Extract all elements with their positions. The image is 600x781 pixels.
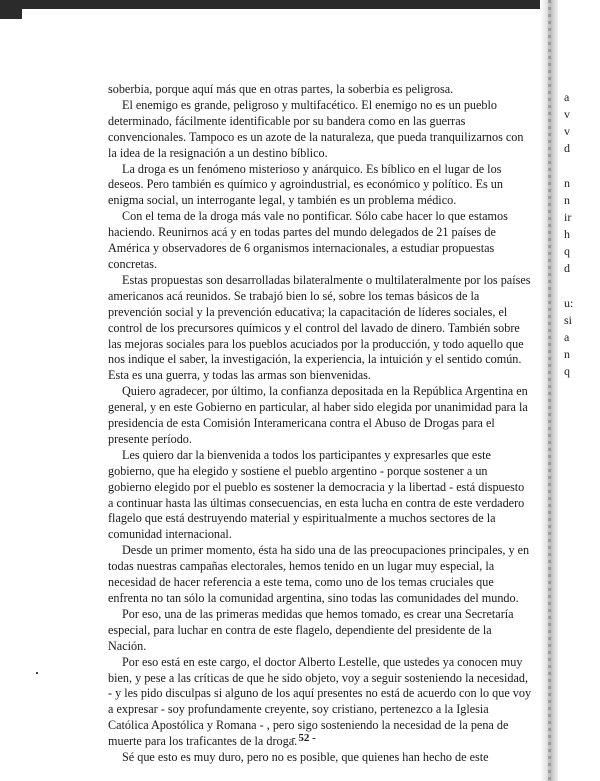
paragraph: La droga es un fenómeno misterioso y anárquico. Es bíblico en el lugar de los deseos. Pero también es químico y agroindustrial, es económico y político. Es un enigma social, un interrogante legal, y también es un problema médico. [108,161,503,208]
facing-page-letter: n [564,347,570,361]
paragraph: Sé que esto es muy duro, pero no es posible, que quienes han hecho de este [122,750,489,765]
facing-page-edge [558,0,600,781]
facing-page-letter: u: [564,296,574,310]
facing-page-letter: v [564,124,570,138]
facing-page-letter: q [564,244,570,258]
scan-border [0,0,548,9]
book-gutter [540,0,558,781]
facing-page-letter: q [564,364,570,378]
page-number: - 52 - [292,732,316,744]
facing-page-letter: a [564,90,570,104]
paragraph: Por eso está en este cargo, el doctor Alberto Lestelle, que ustedes ya conocen muy bien, y pese a las críticas de que he sido objeto, voy a seguir sosteniendo la necesidad, - y les pido disculpas si alguno de los aquí presentes no está de acuerdo con lo que voy a expresar - soy profundamente creyente, soy cristiano, pertenezco a la Iglesia Católica Apostólica y Romana - , pero sigo sosteniendo la necesidad de la pena de muerte para los traficantes de la droga. [108,654,532,749]
facing-page-letter: n [564,176,570,190]
facing-page-letter: h [564,227,570,241]
paragraph: soberbia, porque aquí más que en otras partes, la soberbia es peligrosa. [108,82,454,96]
paragraph: Por eso, una de las primeras medidas que hemos tomado, es crear una Secretaría especial, para luchar en contra de este flagelo, dependiente del presidente de la Nación. [108,606,514,653]
scan-speck [36,672,38,674]
facing-page-letter: d [564,141,570,155]
facing-page-letter: si [564,313,573,327]
facing-page-letter: a [564,330,570,344]
paragraph: Les quiero dar la bienvenida a todos los participantes y expresarles que este gobierno, que ha elegido y sostiene el pueblo argentino - porque sostener a un gobierno elegido por el pueblo es sostener la democracia y la libertad - está dispuesto a continuar hasta las últimas consecuencias, en esta lucha en contra de este verdadero flagelo que está destruyendo material y espiritualmente a muchos sectores de la comunidad internacional. [108,447,525,542]
facing-page-letter: v [564,107,570,121]
paragraph: Con el tema de la droga más vale no pontificar. Sólo cabe hacer lo que estamos haciendo. Reunirnos acá y en todas partes del mundo delegados de 21 países de América y observadores de 6 organismos internacionales, a estudiar propuestas concretas. [108,209,508,271]
document-body [108,82,532,766]
facing-page-letter: d [564,261,570,275]
paragraph: Desde un primer momento, ésta ha sido una de las preocupaciones principales, y en todas nuestras campañas electorales, hemos tenido en un lugar muy especial, la necesidad de hacer referencia a este tema, como uno de los temas cruciales que enfrenta no tan sólo la comunidad argentina, sino todas las comunidades del mundo. [108,543,530,605]
facing-page-letter: ir [564,210,572,224]
paragraph: Estas propuestas son desarrolladas bilateralmente o multilateralmente por los países americanos acá reunidos. Se trabajó bien lo sé, sobre los temas básicos de la prevención social y la prevención educativa; la capacitación de líderes sociales, el control de los precursores químicos y el control del lavado de dinero. También sobre las mejoras sociales para los pueblos acuciados por la producción, y todo aquello que nos indique el saber, la investigación, la experiencia, la intuición y el sentido común. Esta es una guerra, y todas las armas son bienvenidas. [108,272,531,383]
facing-page-letter: n [564,193,570,207]
paragraph: El enemigo es grande, peligroso y multifacético. El enemigo no es un pueblo determinado, fácilmente identificable por su bandera como en las guerras convencionales. Tampoco es un azote de la naturaleza, que pueda tranquilizarnos con la idea de la resignación a un destino bíblico. [108,97,524,160]
paragraph: Quiero agradecer, por último, la confianza depositada en la República Argentina en general, y en este Gobierno en particular, al haber sido elegida por unanimidad para la presidencia de esta Comisión Interamericana contra el Abuso de Drogas para el presente período. [108,384,528,446]
